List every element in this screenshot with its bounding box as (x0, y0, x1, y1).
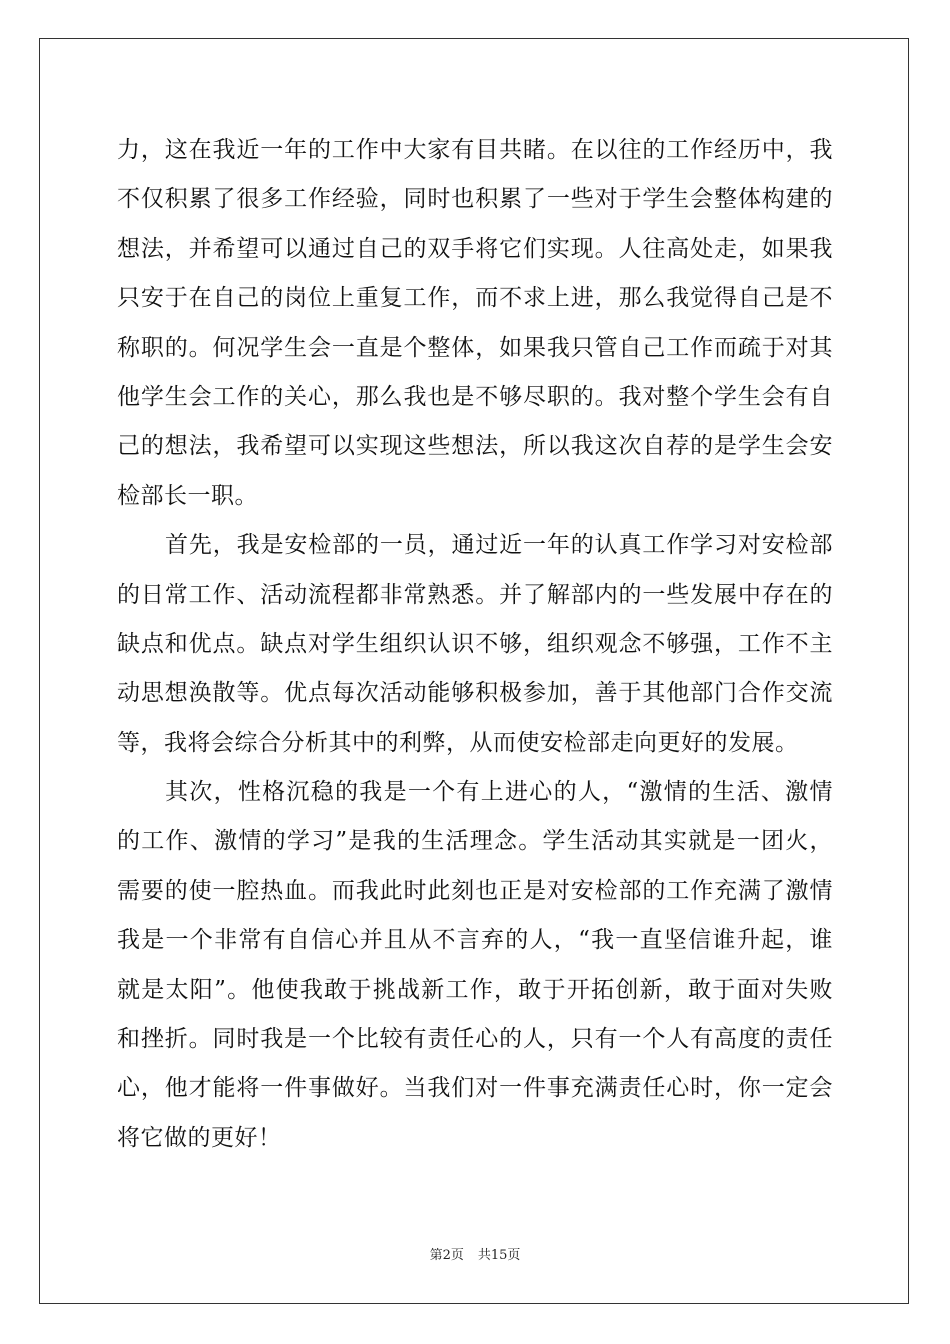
text-line: 己的想法，我希望可以实现这些想法，所以我这次自荐的是学生会安 (117, 433, 833, 460)
document-body (117, 126, 833, 1163)
text-line: 需要的使一腔热血。而我此时此刻也正是对安检部的工作充满了激情 (117, 877, 833, 904)
text-line: 等，我将会综合分析其中的利弊，从而使安检部走向更好的发展。 (117, 729, 799, 756)
text-line: 将它做的更好！ (117, 1124, 282, 1151)
text-line: 想法，并希望可以通过自己的双手将它们实现。人往高处走，如果我 (117, 235, 833, 262)
text-line: 只安于在自己的岗位上重复工作，而不求上进，那么我觉得自己是不 (117, 285, 833, 312)
text-line: 和挫折。同时我是一个比较有责任心的人，只有一个人有高度的责任 (117, 1026, 833, 1053)
total-pages: 共15页 (477, 1248, 521, 1263)
text-line: 心，他才能将一件事做好。当我们对一件事充满责任心时，你一定会 (117, 1075, 833, 1102)
text-line: 不仅积累了很多工作经验，同时也积累了一些对于学生会整体构建的 (117, 186, 833, 213)
text-line: 的工作、激情的学习”是我的生活理念。学生活动其实就是一团火， (117, 828, 833, 855)
page-number: 第2页 (429, 1248, 464, 1263)
text-line: 他学生会工作的关心，那么我也是不够尽职的。我对整个学生会有自 (117, 383, 833, 410)
text-line: 缺点和优点。缺点对学生组织认识不够，组织观念不够强，工作不主 (117, 630, 833, 657)
text-line: 我是一个非常有自信心并且从不言弃的人，“我一直坚信谁升起，谁 (117, 927, 833, 954)
text-line: 力，这在我近一年的工作中大家有目共睹。在以往的工作经历中，我 (117, 137, 833, 163)
text-line: 就是太阳”。他使我敢于挑战新工作，敢于开拓创新，敢于面对失败 (117, 976, 833, 1003)
text-line: 首先，我是安检部的一员，通过近一年的认真工作学习对安检部 (165, 532, 833, 559)
page-footer (0, 1244, 950, 1263)
text-line: 动思想涣散等。优点每次活动能够积极参加，善于其他部门合作交流 (117, 680, 833, 707)
text-line: 的日常工作、活动流程都非常熟悉。并了解部内的一些发展中存在的 (117, 581, 833, 608)
text-line: 其次，性格沉稳的我是一个有上进心的人，“激情的生活、激情 (165, 779, 833, 806)
text-line: 称职的。何况学生会一直是个整体，如果我只管自己工作而疏于对其 (117, 334, 833, 361)
text-line: 检部长一职。 (117, 482, 258, 509)
